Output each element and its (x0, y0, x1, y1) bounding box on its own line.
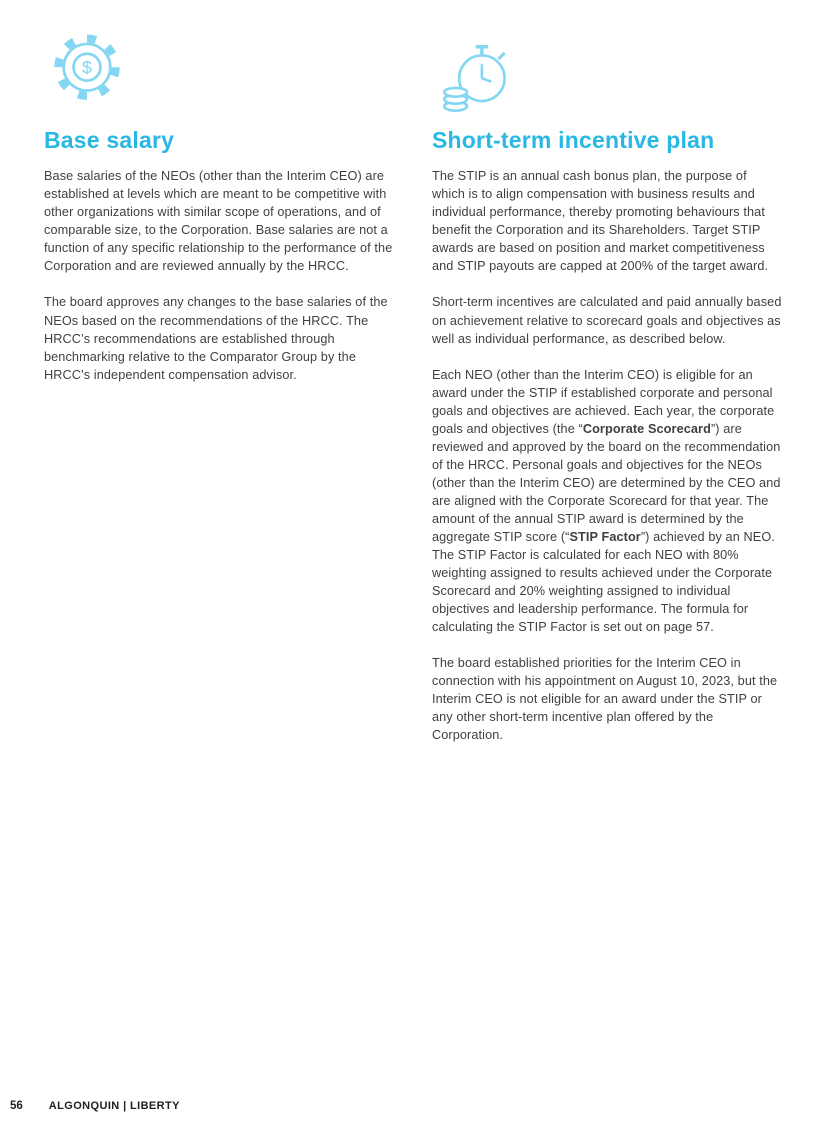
section-heading-base-salary: Base salary (44, 127, 175, 153)
page-number: 56 (10, 1100, 23, 1112)
paragraph: The board approves any changes to the base salaries of the NEOs based on the recommendations of the HRCC. The HRCC’s recommendations are established through benchmarking relative to the Comparator Group by the HRCC’s independent compensation advisor. (44, 295, 388, 382)
section-heading-stip: Short-term incentive plan (432, 127, 715, 153)
paragraph: Each NEO (other than the Interim CEO) is eligible for an award under the STIP if established corporate and personal goals and objectives are achieved. Each year, the corporate goals and objectives (the “Corporate Scorecard”) are reviewed and approved by the board on the recommendation of the HRCC. Personal goals and objectives for the NEOs (other than the Interim CEO) are determined by the CEO and are aligned with the Corporate Scorecard for that year. The amount of the annual STIP award is determined by the aggregate STIP score (“STIP Factor”) achieved by an NEO. The STIP Factor is calculated for each NEO with 80% weighting assigned to results achieved under the Corporate Scorecard and 20% weighting assigned to individual objectives and leadership performance. The formula for calculating the STIP Factor is set out on page 57. (432, 367, 781, 635)
paragraph: Base salaries of the NEOs (other than the Interim CEO) are established at levels which are meant to be competitive with other organizations with similar scope of operations, and of comparable size, to the Corporation. Base salaries are not a function of any specific relationship to the performance of the Corporation and are reviewed annually by the HRCC. (44, 169, 393, 274)
paragraph: The STIP is an annual cash bonus plan, the purpose of which is to align compensation with business results and individual performance, thereby promoting behaviours that benefit the Corporation and its Shareholders. Target STIP awards are based on position and market competitiveness and STIP payouts are capped at 200% of the target award. (432, 169, 769, 274)
paragraph: Short-term incentives are calculated and paid annually based on achievement relative to scorecard goals and objectives as well as individual performance, as described below. (432, 295, 782, 346)
gear-dollar-icon (44, 26, 400, 120)
paragraph: The board established priorities for the Interim CEO in connection with his appointment on August 10, 2023, but the Interim CEO is not eligible for an award under the STIP or any other short-term incentive plan offered by the Corporation. (432, 656, 778, 743)
base-salary-body (44, 167, 400, 383)
stip-section (432, 26, 782, 762)
svg-text:$: $ (82, 57, 92, 78)
stip-body (432, 167, 782, 744)
base-salary-section (44, 26, 400, 402)
page-footer (10, 1100, 180, 1112)
footer-brand: ALGONQUIN | LIBERTY (48, 1100, 180, 1112)
stopwatch-coins-icon (432, 26, 782, 120)
